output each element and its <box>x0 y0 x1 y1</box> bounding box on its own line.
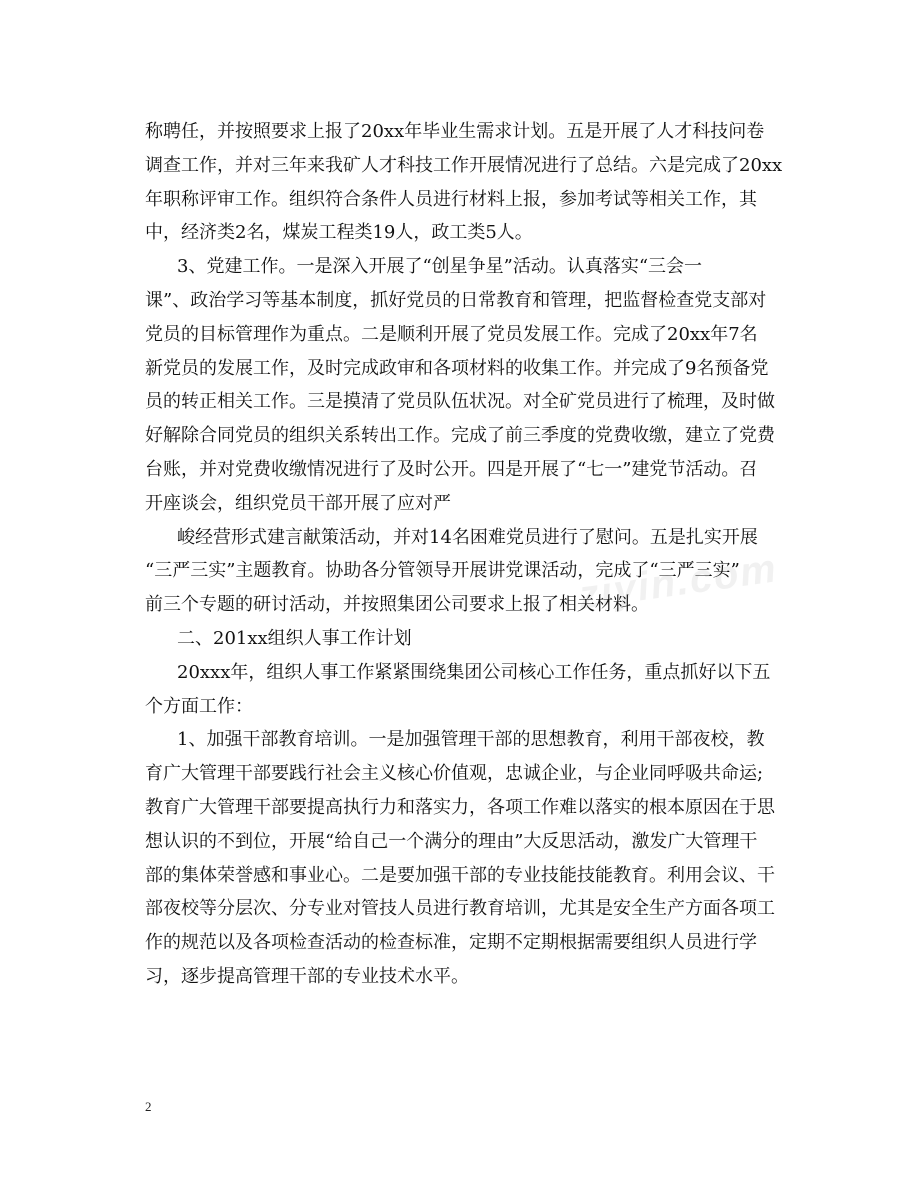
text-line: 好解除合同党员的组织关系转出工作。完成了前三季度的党费收缴，建立了党费 <box>145 425 775 447</box>
document-body <box>145 115 785 994</box>
text-line: 1、加强干部教育培训。一是加强管理干部的思想教育，利用干部夜校，教 <box>177 729 765 751</box>
text-line: 教育广大管理干部要提高执行力和落实力，各项工作难以落实的根本原因在于思 <box>145 796 775 818</box>
text-line: 3、党建工作。一是深入开展了“创星争星”活动。认真落实“三会一 <box>177 256 703 278</box>
text-line: 课”、政治学习等基本制度，抓好党员的日常教育和管理，把监督检查党支部对 <box>145 289 767 311</box>
text-line: 开座谈会，组织党员干部开展了应对严 <box>145 492 451 514</box>
paragraph <box>145 250 785 520</box>
text-line: 育广大管理干部要践行社会主义核心价值观，忠诚企业，与企业同呼吸共命运; <box>145 763 764 785</box>
paragraph <box>145 521 785 622</box>
text-line: 前三个专题的研讨活动，并按照集团公司要求上报了相关材料。 <box>145 594 649 616</box>
watermark: ziyin.com <box>575 546 781 618</box>
text-line: 中，经济类2名，煤炭工程类19人，政工类5人。 <box>145 222 533 244</box>
text-line: 员的转正相关工作。三是摸清了党员队伍状况。对全矿党员进行了梳理，及时做 <box>145 391 775 413</box>
text-line: 20xxx年，组织人事工作紧紧围绕集团公司核心工作任务，重点抓好以下五 <box>177 661 771 683</box>
text-line: 峻经营形式建言献策活动，并对14名困难党员进行了慰问。五是扎实开展 <box>177 526 758 548</box>
paragraph <box>145 656 785 724</box>
paragraph <box>145 622 785 656</box>
paragraph <box>145 115 785 250</box>
text-line: 作的规范以及各项检查活动的检查标准，定期不定期根据需要组织人员进行学 <box>145 932 757 954</box>
text-line: 新党员的发展工作，及时完成政审和各项材料的收集工作。并完成了9名预备党 <box>145 357 769 379</box>
text-line: 党员的目标管理作为重点。二是顺利开展了党员发展工作。完成了20xx年7名 <box>145 323 758 345</box>
paragraph <box>145 723 785 993</box>
page-number: 2 <box>145 1099 152 1114</box>
text-line: 台账，并对党费收缴情况进行了及时公开。四是开展了“七一”建党节活动。召 <box>145 458 758 480</box>
text-line: 个方面工作： <box>145 695 253 717</box>
text-line: 部夜校等分层次、分专业对管技人员进行教育培训，尤其是安全生产方面各项工 <box>145 898 775 920</box>
text-line: 调查工作，并对三年来我矿人才科技工作开展情况进行了总结。六是完成了20xx <box>145 154 783 176</box>
text-line: 称聘任，并按照要求上报了20xx年毕业生需求计划。五是开展了人才科技问卷 <box>145 121 765 142</box>
text-line: 二、201xx组织人事工作计划 <box>177 627 412 649</box>
text-line: 年职称评审工作。组织符合条件人员进行材料上报，参加考试等相关工作，其 <box>145 188 757 210</box>
text-line: 想认识的不到位，开展“给自己一个满分的理由”大反思活动，激发广大管理干 <box>145 830 758 852</box>
text-line: “三严三实”主题教育。协助各分管领导开展讲党课活动，完成了“三严三实” <box>145 560 740 582</box>
text-line: 习，逐步提高管理干部的专业技术水平。 <box>145 965 469 987</box>
text-line: 部的集体荣誉感和事业心。二是要加强干部的专业技能技能教育。利用会议、干 <box>145 864 775 886</box>
